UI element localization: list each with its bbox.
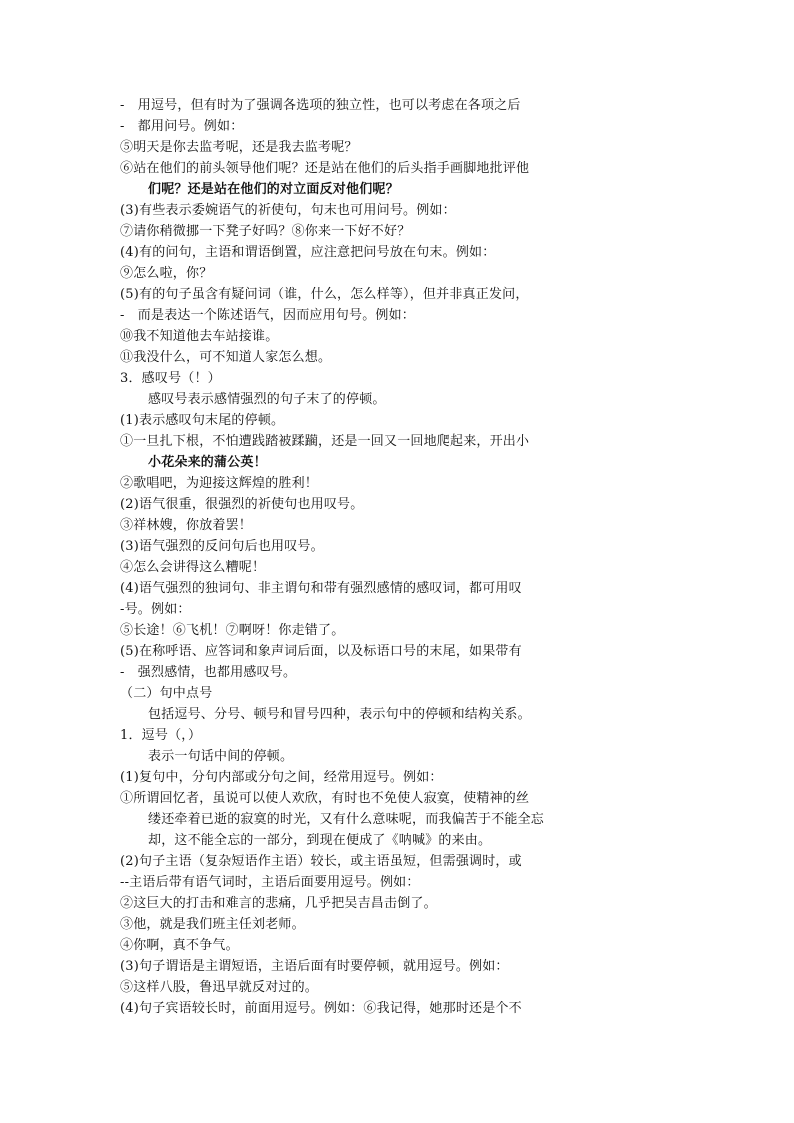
text-line: (5)有的句子虽含有疑问词（谁，什么，怎么样等），但并非真正发问， [120, 287, 529, 302]
text-line: ①所谓回忆者，虽说可以使人欢欣，有时也不免使人寂寞，使精神的丝 [120, 791, 530, 806]
text-line: ⑥站在他们的前头领导他们呢？还是站在他们的后头指手画脚地批评他 [120, 161, 530, 176]
text-line: (3)语气强烈的反问句后也用叹号。 [120, 539, 324, 554]
section-heading: （二）句中点号 [120, 686, 213, 701]
text-line: ③他，就是我们班主任刘老师。 [120, 917, 305, 932]
text-line: (3)句子谓语是主谓短语，主语后面有时要停顿，就用逗号。例如： [120, 959, 509, 974]
text-line: - 用逗号，但有时为了强调各选项的独立性，也可以考虑在各项之后 [120, 98, 521, 113]
text-line: 缕还牵着已逝的寂寞的时光，又有什么意味呢，而我偏苦于不能全忘 [148, 812, 545, 827]
text-line: (1)表示感叹句末尾的停顿。 [120, 413, 285, 428]
text-line: 们呢？还是站在他们的对立面反对他们呢？ [148, 182, 399, 197]
text-line: - 强烈感情，也都用感叹号。 [120, 665, 297, 680]
text-line: ②这巨大的打击和难言的悲痛，几乎把吴吉昌击倒了。 [120, 896, 437, 911]
text-line: (2)句子主语（复杂短语作主语）较长，或主语虽短，但需强调时，或 [120, 854, 522, 869]
text-line: (4)句子宾语较长时，前面用逗号。例如：⑥我记得，她那时还是个不 [120, 1001, 522, 1016]
text-line: 却，这不能全忘的一部分，到现在便成了《呐喊》的来由。 [148, 833, 492, 848]
text-line: ⑤明天是你去监考呢，还是我去监考呢？ [120, 140, 358, 155]
text-line: ①一旦扎下根，不怕遭践踏被蹂躏，还是一回又一回地爬起来，开出小 [120, 434, 530, 449]
text-line: ④你啊，真不争气。 [120, 938, 239, 953]
text-line: (5)在称呼语、应答词和象声词后面，以及标语口号的末尾，如果带有 [120, 644, 522, 659]
text-line: 包括逗号、分号、顿号和冒号四种，表示句中的停顿和结构关系。 [148, 707, 531, 722]
text-line: ⑤这样八股，鲁迅早就反对过的。 [120, 980, 319, 995]
text-line: - 都用问号。例如： [120, 119, 244, 134]
section-heading: 3．感叹号（！） [120, 371, 221, 386]
text-line: (3)有些表示委婉语气的祈使句，句末也可用问号。例如： [120, 203, 456, 218]
text-line: ⑦请你稍微挪一下凳子好吗？⑧你来一下好不好？ [120, 224, 411, 239]
text-line: (4)有的问句，主语和谓语倒置，应注意把问号放在句末。例如： [120, 245, 496, 260]
text-line: (2)语气很重，很强烈的祈使句也用叹号。 [120, 497, 364, 512]
text-line: 感叹号表示感情强烈的句子末了的停顿。 [148, 392, 386, 407]
text-line: ⑤长途！⑥飞机！⑦啊呀！你走错了。 [120, 623, 345, 638]
text-line: ⑨怎么啦，你？ [120, 266, 213, 281]
text-line: - 而是表达一个陈述语气，因而应用句号。例如： [120, 308, 415, 323]
text-line: -号。例如： [120, 602, 191, 617]
text-line: ③祥林嫂，你放着罢！ [120, 518, 253, 533]
text-line: --主语后带有语气词时，主语后面要用逗号。例如： [120, 875, 420, 890]
text-line: (1)复句中，分句内部或分句之间，经常用逗号。例如： [120, 770, 443, 785]
text-line: ⑩我不知道他去车站接谁。 [120, 329, 279, 344]
section-heading: 1．逗号（，） [120, 728, 202, 743]
text-line: ④怎么会讲得这么糟呢！ [120, 560, 266, 575]
text-line: 小花朵来的蒲公英！ [148, 455, 267, 470]
text-line: 表示一句话中间的停顿。 [148, 749, 294, 764]
text-line: ②歌唱吧，为迎接这辉煌的胜利！ [120, 476, 319, 491]
text-line: ⑪我没什么，可不知道人家怎么想。 [120, 350, 332, 365]
text-line: (4)语气强烈的独词句、非主谓句和带有强烈感情的感叹词，都可用叹 [120, 581, 522, 596]
